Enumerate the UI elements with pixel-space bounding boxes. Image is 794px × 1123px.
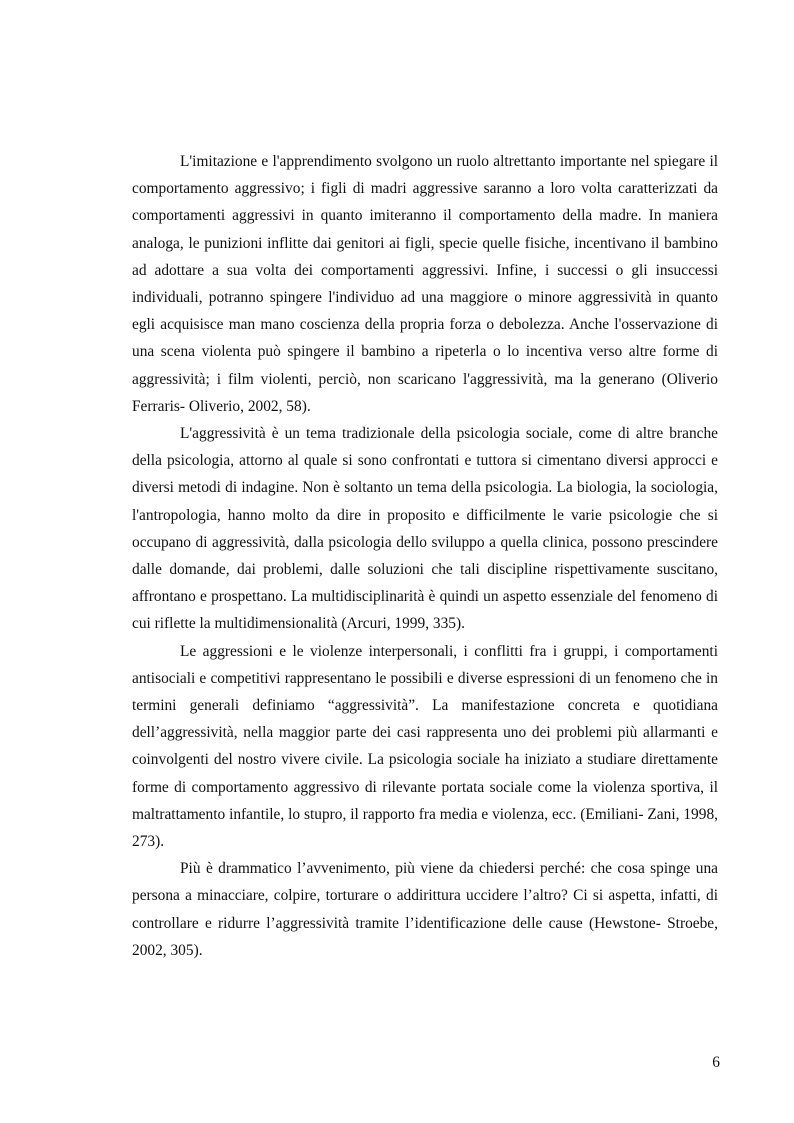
body-text	[132, 148, 718, 964]
paragraph-aggressions: Le aggressioni e le violenze interpersonali, i conflitti fra i gruppi, i comportamenti antisociali e competitivi rappresentano le possibili e diverse espressioni di un fenomeno che in termini generali definiamo “aggressività”. La manifestazione concreta e quotidiana dell’aggressività, nella maggior parte dei casi rappresenta uno dei problemi più allarmanti e coinvolgenti del nostro vivere civile. La psicologia sociale ha iniziato a studiare direttamente forme di comportamento aggressivo di rilevante portata sociale come la violenza sportiva, il maltrattamento infantile, lo stupro, il rapporto fra media e violenza, ecc. (Emiliani- Zani, 1998, 273).	[132, 642, 718, 851]
paragraph-imitation: L'imitazione e l'apprendimento svolgono un ruolo altrettanto importante nel spiegare il comportamento aggressivo; i figli di madri aggressive saranno a loro volta caratterizzati da comportamenti aggressivi in quanto imiteranno il comportamento della madre. In maniera analoga, le punizioni inflitte dai genitori ai figli, specie quelle fisiche, incentivano il bambino ad adottare a sua volta dei comportamenti aggressivi. Infine, i successi o gli insuccessi individuali, potranno spingere l'individuo ad una maggiore o minore aggressività in quanto egli acquisisce man mano coscienza della propria forza o debolezza. Anche l'osservazione di una scena violenta può spingere il bambino a ripeterla o lo incentiva verso altre forme di aggressività; i film violenti, perciò, non scaricano l'aggressività, ma la generano (Oliverio Ferraris- Oliverio, 2002, 58).	[132, 153, 718, 415]
page-number: 6	[712, 1054, 720, 1071]
paragraph-aggressivity-topic: L'aggressività è un tema tradizionale della psicologia sociale, come di altre branche della psicologia, attorno al quale si sono confrontati e tuttora si cimentano diversi approcci e diversi metodi di indagine. Non è soltanto un tema della psicologia. La biologia, la sociologia, l'antropologia, hanno molto da dire in proposito e difficilmente le varie psicologie che si occupano di aggressività, dalla psicologia dello sviluppo a quella clinica, possono prescindere dalle domande, dai problemi, dalle soluzioni che tali discipline rispettivamente suscitano, affrontano e prospettano. La multidisciplinarità è quindi un aspetto essenziale del fenomeno di cui riflette la multidimensionalità (Arcuri, 1999, 335).	[132, 425, 718, 633]
paragraph-causes: Più è drammatico l’avvenimento, più viene da chiedersi perché: che cosa spinge una persona a minacciare, colpire, torturare o addirittura uccidere l’altro? Ci si aspetta, infatti, di controllare e ridurre l’aggressività tramite l’identificazione delle cause (Hewstone- Stroebe, 2002, 305).	[132, 860, 718, 959]
